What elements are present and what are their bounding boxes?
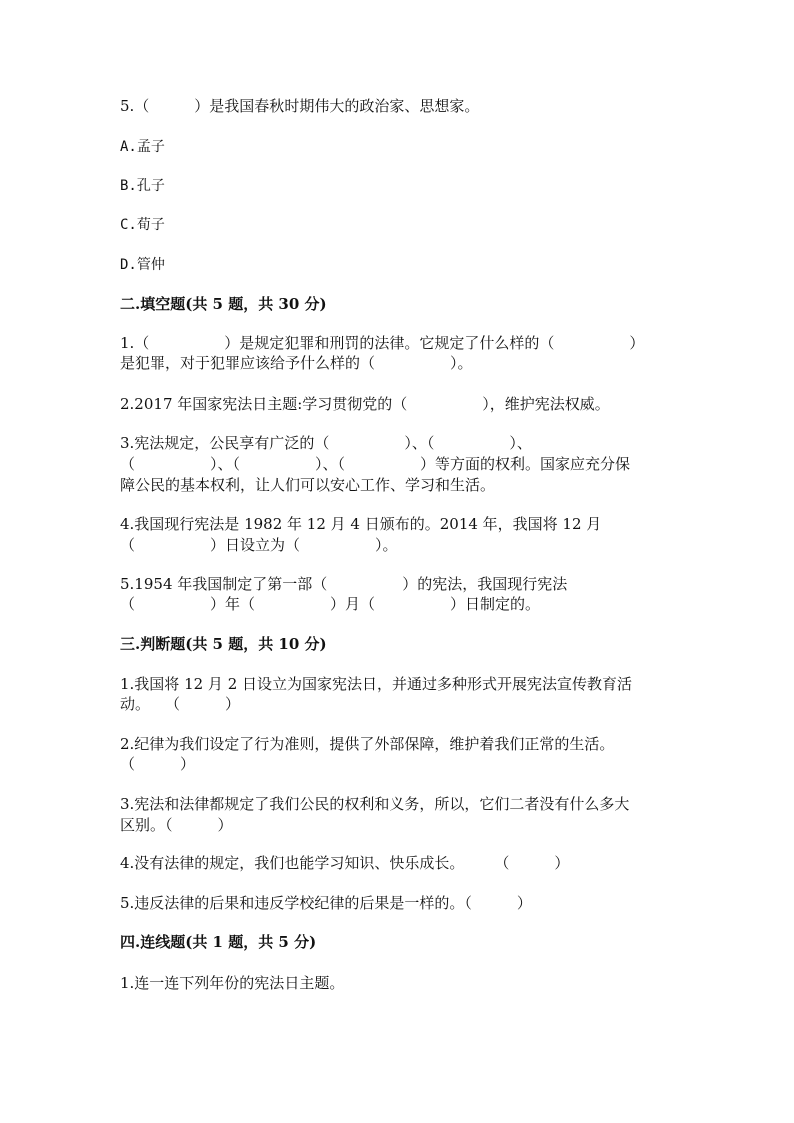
match-q1-line-1: 1.连一连下列年份的宪法日主题。: [120, 974, 345, 992]
fill-q3-line-2: （ ）、（ ）、（ ）等方面的权利。国家应充分保: [120, 455, 631, 473]
option-c: C.荀子: [120, 217, 165, 233]
fill-q1-line-2: 是犯罪，对于犯罪应该给予什么样的（ ）。: [120, 354, 473, 372]
fill-q3-line-3: 障公民的基本权利，让人们可以安心工作、学习和生活。: [120, 476, 496, 494]
judge-q1-line-1: 1.我国将 12 月 2 日设立为国家宪法日，并通过多种形式开展宪法宣传教育活: [120, 675, 633, 693]
judge-q5-line-1: 5.违反法律的后果和违反学校纪律的后果是一样的。（ ）: [120, 894, 532, 912]
option-a: A.孟子: [120, 139, 165, 155]
judge-q4-line-1: 4.没有法律的规定，我们也能学习知识、快乐成长。 （ ）: [120, 854, 570, 872]
fill-q2-line-1: 2.2017 年国家宪法日主题:学习贯彻党的（ ），维护宪法权威。: [120, 395, 610, 413]
section-4-heading: 四.连线题(共 1 题，共 5 分): [120, 933, 317, 951]
section-2-heading: 二.填空题(共 5 题，共 30 分): [120, 295, 327, 313]
question-5-stem: 5.（ ）是我国春秋时期伟大的政治家、思想家。: [120, 97, 480, 115]
fill-q3-line-1: 3.宪法规定，公民享有广泛的（ ）、（ ）、: [120, 434, 532, 452]
fill-q5-line-2: （ ）年（ ）月（ ）日制定的。: [120, 595, 541, 613]
fill-q5-line-1: 5.1954 年我国制定了第一部（ ）的宪法，我国现行宪法: [120, 575, 568, 593]
judge-q2-line-1: 2.纪律为我们设定了行为准则，提供了外部保障，维护着我们正常的生活。: [120, 735, 615, 753]
fill-q1-line-1: 1.（ ）是规定犯罪和刑罚的法律。它规定了什么样的（ ）: [120, 334, 645, 352]
judge-q3-line-1: 3.宪法和法律都规定了我们公民的权利和义务，所以，它们二者没有什么多大: [120, 795, 630, 813]
judge-q3-line-2: 区别。（ ）: [120, 816, 233, 834]
judge-q2-line-2: （ ）: [120, 755, 196, 773]
section-3-heading: 三.判断题(共 5 题，共 10 分): [120, 635, 327, 653]
judge-q1-line-2: 动。 （ ）: [120, 695, 241, 713]
fill-q4-line-1: 4.我国现行宪法是 1982 年 12 月 4 日颁布的。2014 年，我国将 12 月: [120, 515, 602, 533]
option-b: B.孔子: [120, 178, 165, 194]
option-d: D.管仲: [120, 257, 165, 273]
fill-q4-line-2: （ ）日设立为（ ）。: [120, 536, 398, 554]
